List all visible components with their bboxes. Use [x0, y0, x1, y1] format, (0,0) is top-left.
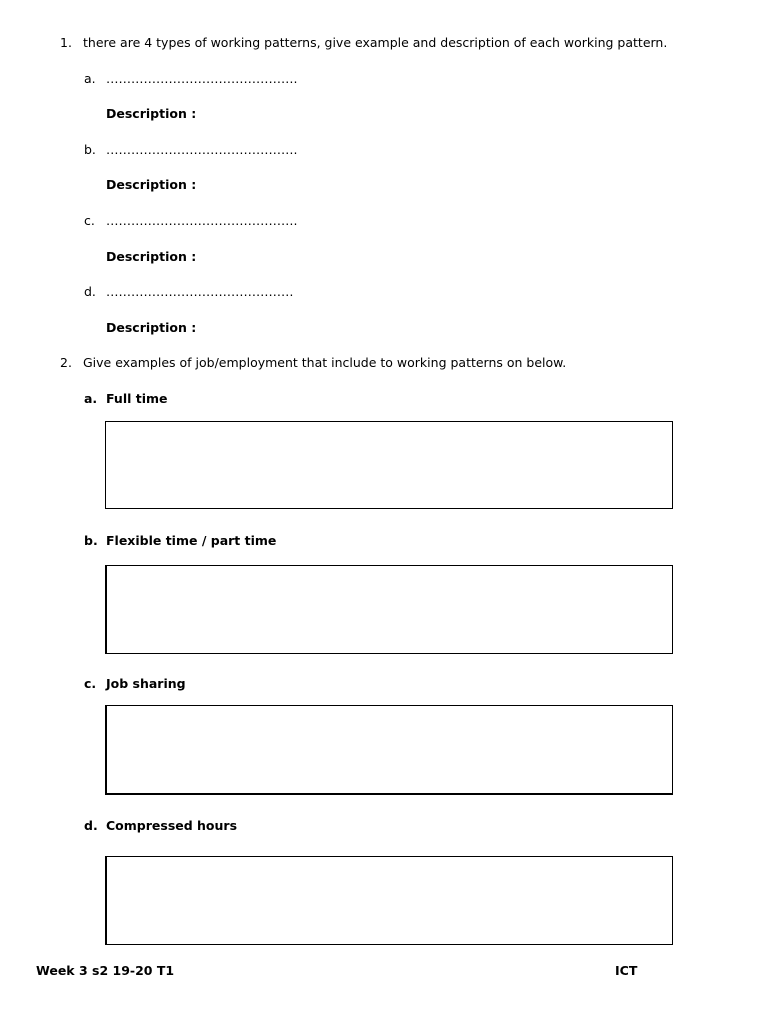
q2-item-b-label: Flexible time / part time [106, 533, 277, 548]
question-2-text: Give examples of job/employment that include to working patterns on below. [83, 355, 567, 370]
q2-item-a-letter: a. [84, 391, 98, 406]
q1-item-b-description-label: Description : [106, 177, 197, 192]
q1-item-d-description-label: Description : [106, 320, 197, 335]
q1-item-c-letter: c. [84, 213, 95, 228]
q2-item-b-letter: b. [84, 533, 98, 548]
question-1-text: there are 4 types of working patterns, give example and description of each working pattern. [83, 35, 668, 50]
q1-item-c-blank: ………………………………………. [106, 213, 298, 228]
q2-item-c-answer-box[interactable] [105, 705, 673, 795]
q1-item-b-blank: ………………………………………. [106, 142, 298, 157]
q2-item-d-letter: d. [84, 818, 98, 833]
q2-item-a-label: Full time [106, 391, 168, 406]
q1-item-d-blank: ……………………………………… [106, 284, 294, 299]
q2-item-a-answer-box[interactable] [105, 421, 673, 509]
q1-item-a-letter: a. [84, 71, 96, 86]
q1-item-b-letter: b. [84, 142, 96, 157]
q2-item-c-letter: c. [84, 676, 97, 691]
question-1-number: 1. [60, 35, 72, 50]
q1-item-a-blank: ………………………………………. [106, 71, 298, 86]
q1-item-c-description-label: Description : [106, 249, 197, 264]
q1-item-a-description-label: Description : [106, 106, 197, 121]
q2-item-d-label: Compressed hours [106, 818, 238, 833]
q1-item-d-letter: d. [84, 284, 96, 299]
q2-item-c-label: Job sharing [106, 676, 186, 691]
q2-item-d-answer-box[interactable] [105, 856, 673, 945]
footer-left-text: Week 3 s2 19-20 T1 [36, 963, 175, 978]
question-2-number: 2. [60, 355, 72, 370]
footer-right-text: ICT [615, 963, 638, 978]
q2-item-b-answer-box[interactable] [105, 565, 673, 654]
